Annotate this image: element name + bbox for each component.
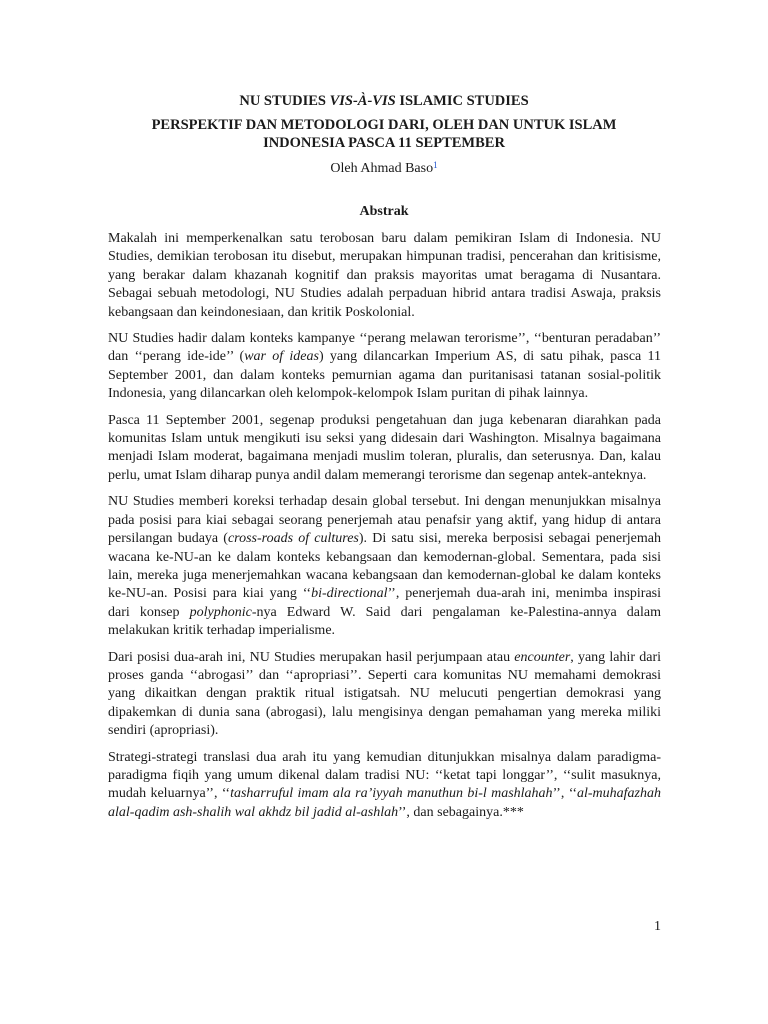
abstract-heading: Abstrak <box>359 204 409 219</box>
abstract-paragraph-2: NU Studies hadir dalam konteks kampanye ‘‘perang melawan terorisme’’, ‘‘benturan peradaban’’ dan ‘‘perang ide-ide’’ (war of ideas) yang dilancarkan Imperium AS, di satu pihak, pasca 11 September 2001, dan dalam konteks pemurnian agama dan puritanisasi tatanan sosial-politik Indonesia, yang dilancarkan oleh kelompok-kelompok Islam puritan di pihak lainnya. <box>108 331 661 402</box>
abstract-paragraph-6: Strategi-strategi translasi dua arah itu yang kemudian ditunjukkan misalnya dalam paradigma-paradigma fiqih yang umum dikenal dalam tradisi NU: ‘‘ketat tapi longgar’’, ‘‘sulit masuknya, mudah keluarnya’’, ‘‘tasharruful imam ala ra’iyyah manuthun bi-l mashlahah’’, ‘‘al-muhafazhah alal-qadim ash-shalih wal akhdz bil jadid al-ashlah’’, dan sebagainya.*** <box>108 749 661 820</box>
abstract-paragraph-1: Makalah ini memperkenalkan satu terobosan baru dalam pemikiran Islam di Indonesia. NU Studies, demikian terobosan itu disebut, merupakan himpunan tradisi, pencerahan dan kritisisme, yang berakar dalam khazanah kognitif dan praksis mayoritas umat beragama di Nusantara. Sebagai sebuah metodologi, NU Studies adalah perpaduan hibrid antara tradisi Aswaja, praksis kebangsaan dan keindonesiaan, dan kritik Poskolonial. <box>108 231 661 320</box>
abstract-paragraph-3: Pasca 11 September 2001, segenap produksi pengetahuan dan juga kebenaran diarahkan pada komunitas Islam untuk mengikuti isu seksi yang didesain dari Washington. Misalnya bagaimana menjadi Islam moderat, bagaimana menjadi muslim toleran, pluralis, dan seterusnya. Dan, kalau perlu, umat Islam diharap punya andil dalam memerangi terorisme dan segenap antek-anteknya. <box>108 412 661 483</box>
abstract-paragraph-5: Dari posisi dua-arah ini, NU Studies merupakan hasil perjumpaan atau encounter, yang lahir dari proses ganda ‘‘abrogasi’’ dan ‘‘apropriasi’’. Seperti cara komunitas NU memahami demokrasi yang dikaitkan dengan praktik ritual istigatsah. NU melucuti pengertian demokrasi yang dipakemkan di dunia sana (abrogasi), lalu mengisinya dengan pemahaman yang mereka miliki sendiri (apropriasi). <box>108 649 661 739</box>
author-line: Oleh Ahmad Baso$^1$ <box>330 160 438 176</box>
document-title: NU STUDIES VIS-À-VIS ISLAMIC STUDIES <box>239 93 529 109</box>
abstract-paragraph-4: NU Studies memberi koreksi terhadap desain global tersebut. Ini dengan menunjukkan misalnya pada posisi para kiai sebagai seorang penerjemah atau penafsir yang aktif, yang hidup di antara persilangan budaya (cross-roads of cultures). Di satu sisi, mereka berposisi sebagai penerjemah wacana ke-NU-an ke dalam konteks kebangsaan dan kemodernan-global. Sementara, pada sisi lain, mereka juga menerjemahkan wacana kebangsaan dan kemodernan-global ke dalam konteks ke-NU-an. Posisi para kiai yang ‘‘bi-directional’’, penerjemah dua-arah ini, menimba inspirasi dari konsep polyphonic-nya Edward W. Said dari pengalaman ke-Palestina-annya dalam melakukan kritik terhadap imperialisme. <box>108 494 661 639</box>
abstract-body <box>108 230 661 830</box>
footnote-reference[interactable]: 1 <box>433 160 438 170</box>
page-number: 1 <box>654 919 661 934</box>
document-subtitle: PERSPEKTIF DAN METODOLOGI DARI, OLEH DAN UNTUK ISLAM INDONESIA PASCA 11 SEPTEMBER <box>151 117 617 151</box>
